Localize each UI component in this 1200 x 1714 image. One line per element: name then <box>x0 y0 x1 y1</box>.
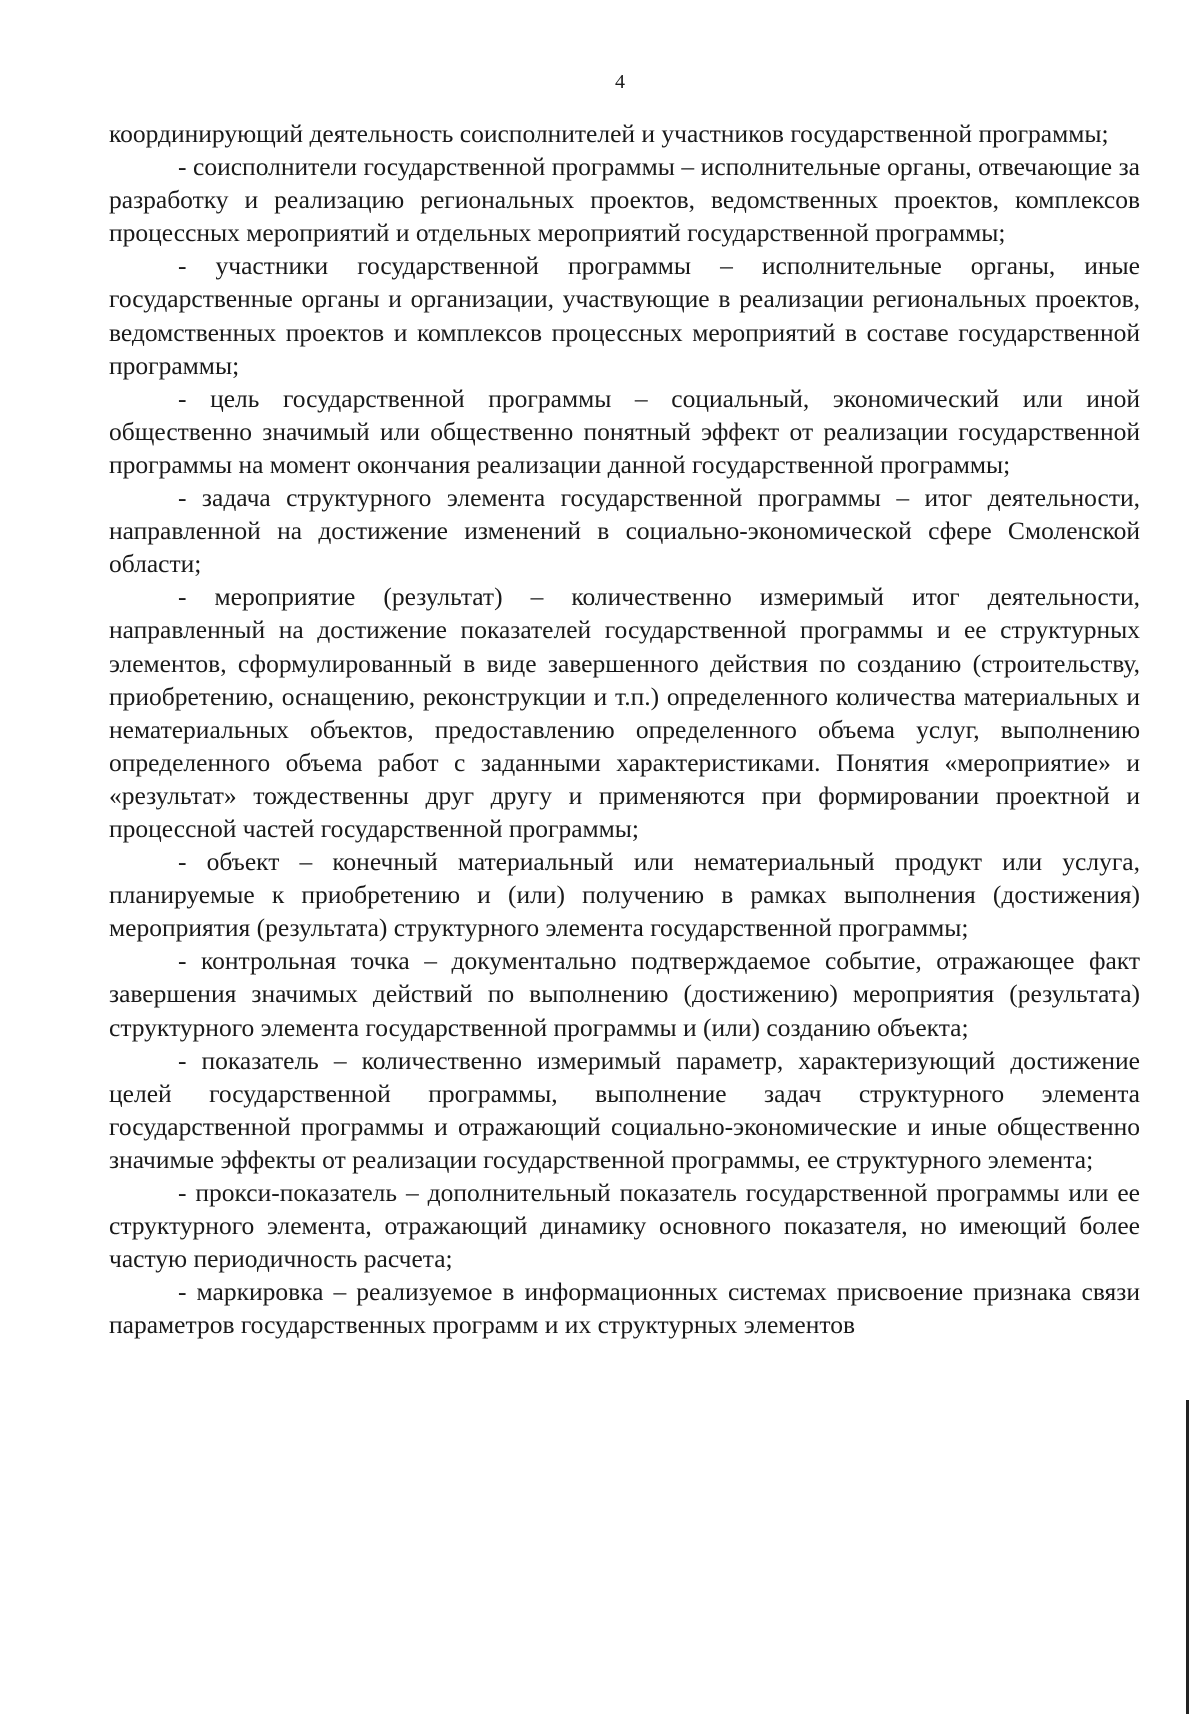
scan-edge-line <box>1186 1400 1189 1714</box>
paragraph-program-goal: - цель государственной программы – социальный, экономический или иной общественно значимый или общественно понятный эффект от реализации государственной программы на момент окончания реализации данной государственной программы; <box>109 383 1140 479</box>
paragraph-object: - объект – конечный материальный или нематериальный продукт или услуга, планируемые к приобретению и (или) получению в рамках выполнения (достижения) мероприятия (результата) структурного элемента государственной программы; <box>109 847 1140 943</box>
page-number: 4 <box>615 71 625 93</box>
paragraph-participants: - участники государственной программы – исполнительные органы, иные государственные органы и организации, участвующие в реализации региональных проектов, ведомственных проектов и комплексов процессных мероприятий в составе государственной программы; <box>109 251 1140 380</box>
paragraph-element-task: - задача структурного элемента государственной программы – итог деятельности, направленной на достижение изменений в социально-экономической сфере Смоленской области; <box>109 483 1140 579</box>
paragraph-co-executors: - соисполнители государственной программы – исполнительные органы, отвечающие за разработку и реализацию региональных проектов, ведомственных проектов, комплексов процессных мероприятий и отдельных мероприятий государственной программы; <box>109 152 1140 248</box>
paragraph-marking: - маркировка – реализуемое в информационных системах присвоение признака связи параметров государственных программ и их структурных элементов <box>109 1277 1140 1340</box>
paragraph-measure-result: - мероприятие (результат) – количественно измеримый итог деятельности, направленный на достижение показателей государственной программы и ее структурных элементов, сформулированный в виде завершенного действия по созданию (строительству, приобретению, оснащению, реконструкции и т.п.) определенного количества материальных и нематериальных объектов, предоставлению определенного объема услуг, выполнению определенного объема работ с заданными характеристиками. Понятия «мероприятие» и «результат» тождественны друг другу и применяются при формировании проектной и процессной частей государственной программы; <box>109 582 1140 843</box>
document-body <box>109 117 1140 1341</box>
paragraph-indicator: - показатель – количественно измеримый параметр, характеризующий достижение целей государственной программы, выполнение задач структурного элемента государственной программы и отражающий социально-экономические и иные общественно значимые эффекты от реализации государственной программы, ее структурного элемента; <box>109 1045 1140 1174</box>
paragraph-control-point: - контрольная точка – документально подтверждаемое событие, отражающее факт завершения значимых действий по выполнению (достижению) мероприятия (результата) структурного элемента государственной программы и (или) созданию объекта; <box>109 946 1140 1042</box>
paragraph-continuation: координирующий деятельность соисполнителей и участников государственной программы; <box>109 119 1109 148</box>
paragraph-proxy-indicator: - прокси-показатель – дополнительный показатель государственной программы или ее структурного элемента, отражающий динамику основного показателя, но имеющий более частую периодичность расчета; <box>109 1178 1140 1274</box>
